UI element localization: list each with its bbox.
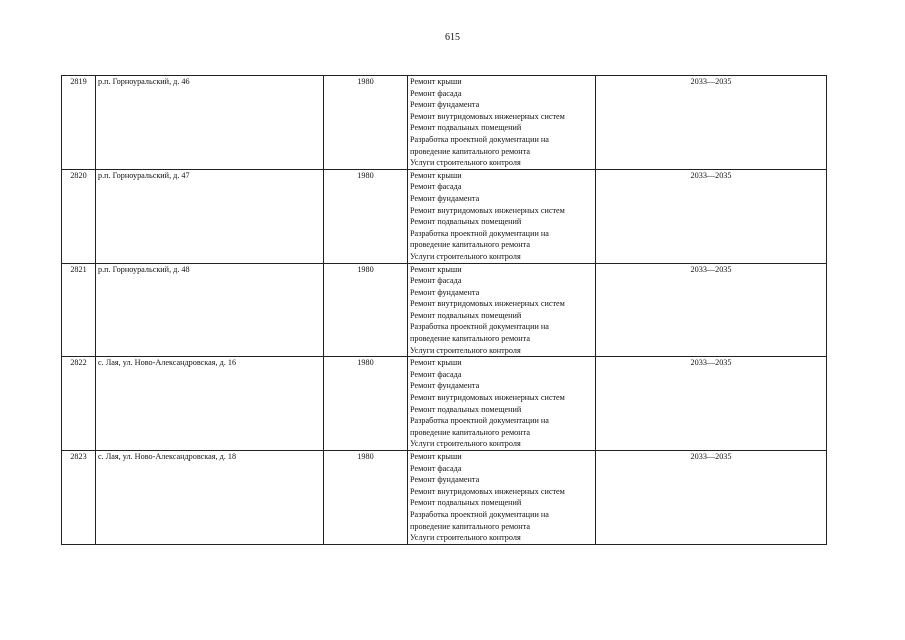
work-item: Разработка проектной документации на <box>410 134 549 144</box>
work-item: Ремонт фундамента <box>410 475 480 485</box>
work-item: Ремонт подвальных помещений <box>410 404 522 414</box>
work-item: проведение капитального ремонта <box>410 240 530 250</box>
work-item: Ремонт внутридомовых инженерных систем <box>410 299 565 309</box>
works-cell <box>408 169 596 263</box>
period-cell: 2033—2035 <box>596 357 827 451</box>
row-number: 2823 <box>62 451 96 545</box>
table-row <box>62 451 827 545</box>
year-cell: 1980 <box>324 451 408 545</box>
works-cell <box>408 76 596 170</box>
table-row <box>62 76 827 170</box>
work-item: Ремонт подвальных помещений <box>410 123 522 133</box>
work-item: Ремонт внутридомовых инженерных систем <box>410 205 565 215</box>
address-cell: р.п. Горноуральский, д. 47 <box>96 169 324 263</box>
period-cell: 2033—2035 <box>596 451 827 545</box>
work-item: Ремонт внутридомовых инженерных систем <box>410 393 565 403</box>
work-item: Ремонт фундамента <box>410 193 480 203</box>
page-number: 615 <box>445 32 460 43</box>
period-cell: 2033—2035 <box>596 263 827 357</box>
year-cell: 1980 <box>324 169 408 263</box>
table-row <box>62 169 827 263</box>
work-item: Ремонт фасада <box>410 369 462 379</box>
work-item: Разработка проектной документации на <box>410 228 549 238</box>
work-item: Разработка проектной документации на <box>410 322 549 332</box>
work-item: Ремонт фундамента <box>410 287 480 297</box>
address-cell: р.п. Горноуральский, д. 48 <box>96 263 324 357</box>
work-item: Ремонт крыши <box>410 452 462 461</box>
work-item: Ремонт внутридомовых инженерных систем <box>410 111 565 121</box>
address-cell: р.п. Горноуральский, д. 46 <box>96 76 324 170</box>
address-cell: с. Лая, ул. Ново-Александровская, д. 16 <box>96 357 324 451</box>
work-item: Ремонт подвальных помещений <box>410 498 522 508</box>
work-item: Ремонт подвальных помещений <box>410 310 522 320</box>
row-number: 2819 <box>62 76 96 170</box>
work-item: Ремонт крыши <box>410 264 462 274</box>
work-item: Ремонт фасада <box>410 182 462 192</box>
work-item: Услуги строительного контроля <box>410 158 521 168</box>
works-cell <box>408 357 596 451</box>
work-item: Услуги строительного контроля <box>410 345 521 355</box>
table-row <box>62 357 827 451</box>
row-number: 2821 <box>62 263 96 357</box>
work-item: Услуги строительного контроля <box>410 251 521 261</box>
work-item: Ремонт фасада <box>410 88 462 98</box>
work-item: проведение капитального ремонта <box>410 427 530 437</box>
work-item: Ремонт крыши <box>410 358 462 368</box>
work-item: Ремонт фундамента <box>410 381 480 391</box>
period-cell: 2033—2035 <box>596 76 827 170</box>
repair-schedule-table <box>61 75 827 545</box>
year-cell: 1980 <box>324 76 408 170</box>
work-item: Ремонт крыши <box>410 77 462 86</box>
work-item: проведение капитального ремонта <box>410 146 530 156</box>
year-cell: 1980 <box>324 357 408 451</box>
work-item: проведение капитального ремонта <box>410 521 530 531</box>
work-item: Ремонт фасада <box>410 463 462 473</box>
work-item: Ремонт крыши <box>410 170 462 180</box>
address-cell: с. Лая, ул. Ново-Александровская, д. 18 <box>96 451 324 545</box>
works-cell <box>408 263 596 357</box>
year-cell: 1980 <box>324 263 408 357</box>
row-number: 2822 <box>62 357 96 451</box>
work-item: Разработка проектной документации на <box>410 509 549 519</box>
row-number: 2820 <box>62 169 96 263</box>
table-row <box>62 263 827 357</box>
work-item: Ремонт внутридомовых инженерных систем <box>410 486 565 496</box>
table-body <box>62 76 827 545</box>
work-item: Ремонт фундамента <box>410 100 480 110</box>
period-cell: 2033—2035 <box>596 169 827 263</box>
work-item: Услуги строительного контроля <box>410 439 521 449</box>
work-item: Разработка проектной документации на <box>410 416 549 426</box>
work-item: Ремонт фасада <box>410 276 462 286</box>
works-cell <box>408 451 596 545</box>
work-item: Ремонт подвальных помещений <box>410 217 522 227</box>
work-item: проведение капитального ремонта <box>410 334 530 344</box>
work-item: Услуги строительного контроля <box>410 533 521 543</box>
